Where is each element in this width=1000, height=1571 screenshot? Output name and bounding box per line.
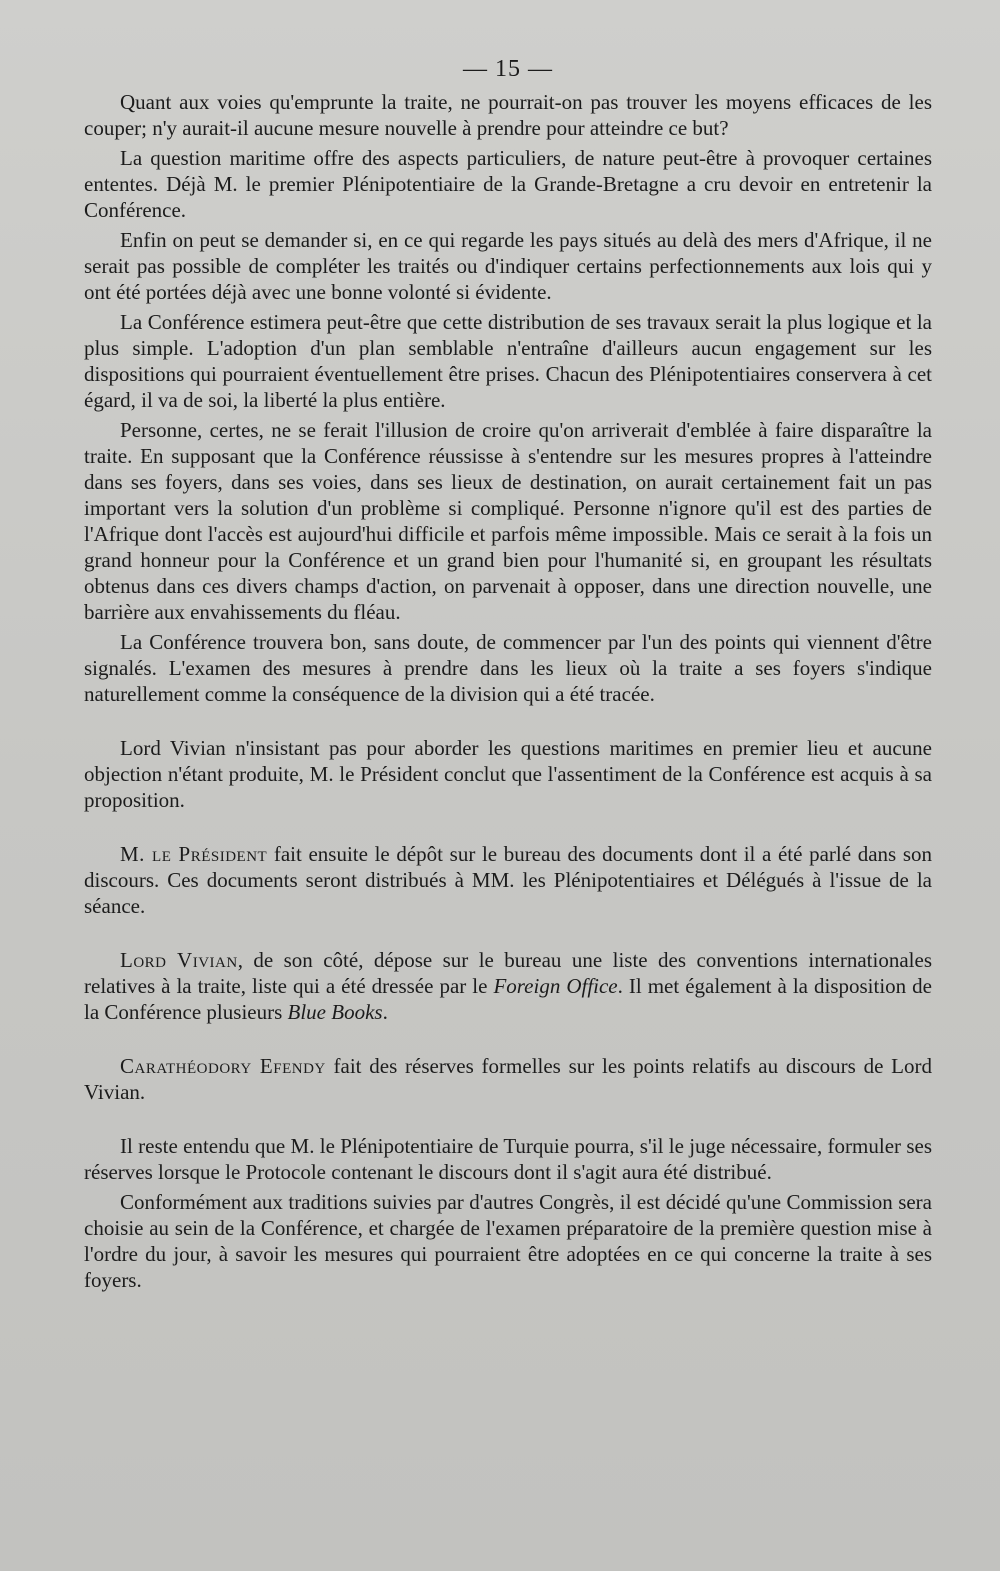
paragraph-lord-vivian-insistant: Lord Vivian n'insistant pas pour aborder les questions maritimes en premier lieu et aucune objection n'étant produite, M. le Président conclut que l'assentiment de la Conférence est acquis à sa proposition. <box>84 736 932 812</box>
paragraph-pays-au-dela: Enfin on peut se demander si, en ce qui regarde les pays situés au delà des mers d'Afrique, il ne serait pas possible de compléter les traités ou d'indiquer certains perfectionnements aux lois qui y ont été portées déjà avec une bonne volonté si évidente. <box>84 228 932 304</box>
caratheodory-text: fait des réserves formelles sur les points relatifs au discours de Lord Vivian. <box>84 1054 932 1104</box>
vivian-text-a: , de son côté, dépose sur le bureau une liste des conventions internationales relatives à la traite, liste qui a été dressée par le <box>84 948 932 998</box>
paragraph-illusion: Personne, certes, ne se ferait l'illusion de croire qu'on arriverait d'emblée à faire disparaître la traite. En supposant que la Conférence réussisse à s'entendre sur les mesures propres à l'atteindre dans ses foyers, dans ses voies, dans ses lieux de destination, on aurait certainement fait un pas important vers la solution d'un problème si compliqué. Personne n'ignore qu'il est des parties de l'Afrique dont l'accès est aujourd'hui difficile et parfois même impossible. Mais ce serait à la fois un grand honneur pour la Conférence et un grand bien pour l'humanité si, en groupant les résultats obtenus dans ces divers champs d'action, on parvenait à opposer, dans une direction nouvelle, une barrière aux envahissements du fléau. <box>84 418 932 624</box>
speaker-lord-vivian: Lord Vivian <box>120 948 238 972</box>
paragraph-commission: Conformément aux traditions suivies par d'autres Congrès, il est décidé qu'une Commission sera choisie au sein de la Conférence, et chargée de l'examen préparatoire de la première question mise à l'ordre du jour, à savoir les mesures qui pourraient être adoptées en ce qui concerne la traite à ses foyers. <box>84 1190 932 1292</box>
blue-books-italic: Blue Books <box>287 1000 383 1024</box>
speaker-caratheodory: Carathéodory Efendy <box>120 1054 326 1078</box>
speaker-president: M. le Président <box>120 842 268 866</box>
vivian-text-b: . Il met également à la disposition de la Conférence plusieurs <box>84 974 932 1024</box>
paragraph-turquie-reserves: Il reste entendu que M. le Plénipotentiaire de Turquie pourra, s'il le juge nécessaire, formuler ses réserves lorsque le Protocole contenant le discours dont il s'agit aura été distribué. <box>84 1134 932 1184</box>
foreign-office-italic: Foreign Office <box>493 974 618 998</box>
paragraph-lord-vivian-liste <box>84 947 932 1025</box>
vivian-text-c: . <box>382 1000 388 1024</box>
paragraph-caratheodory <box>84 1053 932 1105</box>
president-text: fait ensuite le dépôt sur le bureau des documents dont il a été parlé dans son discours. Ces documents seront distribués à MM. les Plénipotentiaires et Délégués à l'issue de la séance. <box>84 842 932 918</box>
page-number: — 15 — <box>463 56 553 82</box>
paragraph-distribution-travaux: La Conférence estimera peut-être que cette distribution de ses travaux serait la plus logique et la plus simple. L'adoption d'un plan semblable n'entraîne d'ailleurs aucun engagement sur les dispositions qui pourraient éventuellement être prises. Chacun des Plénipotentiaires conservera à cet égard, il va de soi, la liberté la plus entière. <box>84 310 932 412</box>
paragraph-commencer: La Conférence trouvera bon, sans doute, de commencer par l'un des points qui viennent d'être signalés. L'examen des mesures à prendre dans les lieux où la traite a ses foyers s'indique naturellement comme la conséquence de la division qui a été tracée. <box>84 630 932 706</box>
paragraph-voies: Quant aux voies qu'emprunte la traite, ne pourrait-on pas trouver les moyens efficaces de les couper; n'y aurait-il aucune mesure nouvelle à prendre pour atteindre ce but? <box>84 90 932 140</box>
paragraph-question-maritime: La question maritime offre des aspects particuliers, de nature peut-être à provoquer certaines ententes. Déjà M. le premier Plénipotentiaire de la Grande-Bretagne a cru devoir en entretenir la Conférence. <box>84 146 932 222</box>
paragraph-president-depot <box>84 841 932 919</box>
